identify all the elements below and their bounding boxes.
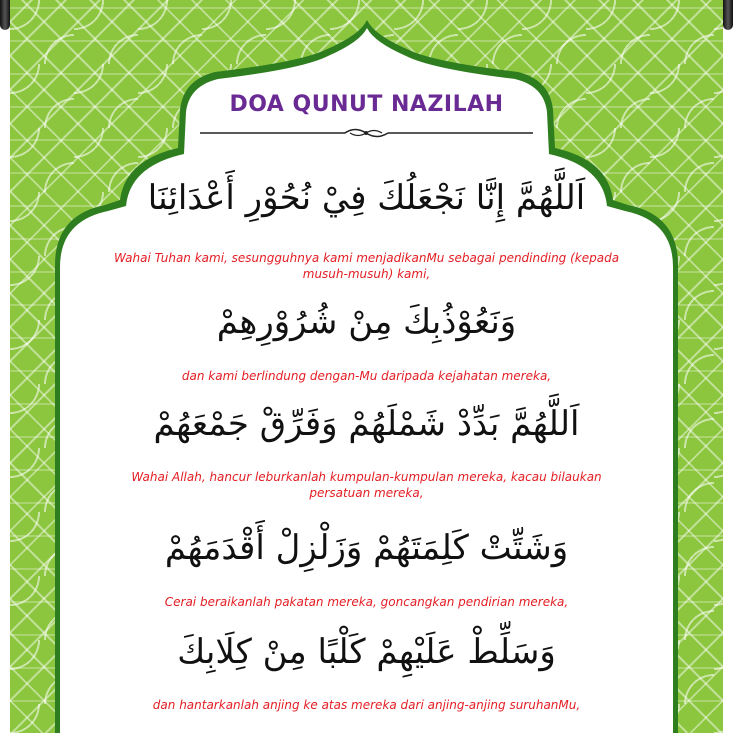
translation-verse-2: dan kami berlindung dengan-Mu daripada kejahatan mereka, bbox=[181, 369, 552, 383]
page-title: DOA QUNUT NAZILAH bbox=[229, 92, 504, 117]
translation-verse-1: Wahai Tuhan kami, sesungguhnya kami menjadikanMu sebagai pendinding (kepada musuh-musuh) kami, bbox=[113, 251, 620, 282]
translation-verse-3: Wahai Allah, hancur leburkanlah kumpulan-kumpulan mereka, kacau bilaukan persatuan mereka, bbox=[131, 470, 602, 501]
arabic-verse-5: وَسَلِّطْ عَلَيْهِمْ كَلْبًا مِنْ كِلَابِكَ bbox=[177, 632, 556, 672]
translation-verse-4: Cerai beraikanlah pakatan mereka, goncangkan pendirian mereka, bbox=[164, 595, 569, 609]
arabic-verse-1: اَللَّهُمَّ إِنَّا نَجْعَلُكَ فِيْ نُحُوْرِ أَعْدَائِنَا bbox=[147, 178, 586, 218]
arabic-verse-4: وَشَتِّتْ كَلِمَتَهُمْ وَزَلْزِلْ أَقْدَمَهُمْ bbox=[164, 528, 569, 568]
arabic-verse-3: اَللَّهُمَّ بَدِّدْ شَمْلَهُمْ وَفَرِّقْ جَمْعَهُمْ bbox=[153, 404, 580, 444]
translation-verse-5: dan hantarkanlah anjing ke atas mereka dari anjing-anjing suruhanMu, bbox=[152, 698, 581, 712]
arabic-verse-2: وَنَعُوْذُبِكَ مِنْ شُرُوْرِهِمْ bbox=[216, 302, 517, 342]
ornament-divider bbox=[200, 126, 533, 140]
